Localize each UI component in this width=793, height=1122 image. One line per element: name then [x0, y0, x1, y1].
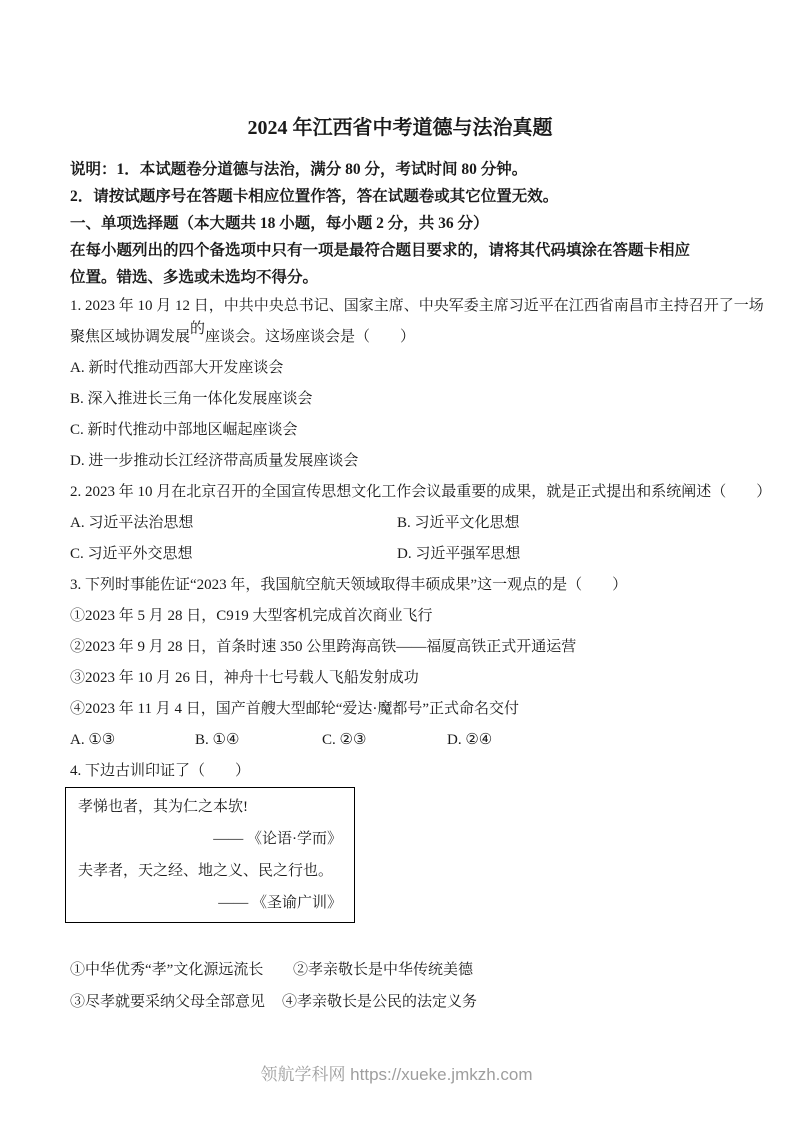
question-4-quote-box	[65, 787, 355, 923]
question-4-item-4: ④孝亲敬长是公民的法定义务	[282, 994, 478, 1010]
question-4-item-3: ③尽孝就要采纳父母全部意见	[70, 994, 266, 1010]
quote-1-source: —— 《论语·学而》	[213, 831, 342, 847]
question-3-option-d: D. ②④	[447, 732, 493, 748]
question-1-option-a: A. 新时代推动西部大开发座谈会	[70, 360, 284, 376]
question-4-item-2: ②孝亲敬长是中华传统美德	[293, 962, 474, 978]
quote-2-source: —— 《圣谕广训》	[218, 895, 342, 911]
question-1-option-c: C. 新时代推动中部地区崛起座谈会	[70, 422, 298, 438]
question-1-stem-line-2	[70, 322, 730, 353]
question-2-option-d: D. 习近平强军思想	[397, 546, 521, 562]
question-1-option-d: D. 进一步推动长江经济带高质量发展座谈会	[70, 453, 359, 469]
question-2-option-b: B. 习近平文化思想	[397, 515, 520, 531]
quote-1-text: 孝悌也者，其为仁之本欤!	[78, 799, 248, 815]
notice-line-1: 说明：1．本试题卷分道德与法治，满分 80 分，考试时间 80 分钟。	[70, 161, 528, 178]
watermark: 领航学科网 https://xueke.jmkzh.com	[260, 1065, 533, 1084]
question-3-options-row	[70, 725, 730, 756]
question-1-stem-line-2-text: 聚焦区域协调发展	[70, 329, 191, 345]
question-4-items-row-1	[70, 954, 730, 986]
question-4-stem: 4. 下边古训印证了（ ）	[70, 763, 251, 779]
question-4-items-row-2	[70, 986, 730, 1018]
page-title: 2024 年江西省中考道德与法治真题	[247, 117, 553, 139]
question-1-stem-line-1: 1. 2023 年 10 月 12 日，中共中央总书记、国家主席、中央军委主席习近平在江西省南昌市主持召开了一场	[70, 298, 764, 314]
question-3-item-2: ②2023 年 9 月 28 日，首条时速 350 公里跨海高铁——福厦高铁正式开通运营	[70, 639, 577, 655]
question-3-option-b: B. ①④	[195, 732, 240, 748]
notice-line-2: 2．请按试题序号在答题卡相应位置作答，答在试题卷或其它位置无效。	[70, 188, 559, 205]
quote-2-text: 夫孝者，天之经、地之义、民之行也。	[78, 863, 334, 879]
question-3-option-a: A. ①③	[70, 732, 116, 748]
section-heading: 一、单项选择题（本大题共 18 小题，每小题 2 分，共 36 分）	[70, 215, 489, 232]
question-3-item-4: ④2023 年 11 月 4 日，国产首艘大型邮轮“爱达·魔都号”正式命名交付	[70, 701, 520, 717]
question-3-stem: 3. 下列时事能佐证“2023 年，我国航空航天领域取得丰硕成果”这一观点的是（ ）	[70, 577, 628, 593]
question-3-item-3: ③2023 年 10 月 26 日，神舟十七号载人飞船发射成功	[70, 670, 419, 686]
question-2-option-a: A. 习近平法治思想	[70, 515, 194, 531]
question-1-option-b: B. 深入推进长三角一体化发展座谈会	[70, 391, 313, 407]
question-2-stem: 2. 2023 年 10 月在北京召开的全国宣传思想文化工作会议最重要的成果，就是正式提出和系统阐述（ ）	[70, 484, 772, 500]
question-4-item-1: ①中华优秀“孝”文化源远流长	[70, 962, 264, 978]
question-2-options-row-2	[70, 539, 730, 570]
question-1-raised-char: 的	[190, 321, 206, 337]
question-2-option-c: C. 习近平外交思想	[70, 546, 193, 562]
section-instructions-line-2: 位置。错选、多选或未选均不得分。	[70, 269, 319, 286]
question-2-options-row-1	[70, 508, 730, 539]
question-3-item-1: ①2023 年 5 月 28 日，C919 大型客机完成首次商业飞行	[70, 608, 433, 624]
question-3-option-c: C. ②③	[322, 732, 367, 748]
section-instructions-line-1: 在每小题列出的四个备选项中只有一项是最符合题目要求的，请将其代码填涂在答题卡相应	[70, 242, 691, 259]
question-1-stem-line-2-tail: 座谈会。这场座谈会是（ ）	[205, 329, 416, 345]
